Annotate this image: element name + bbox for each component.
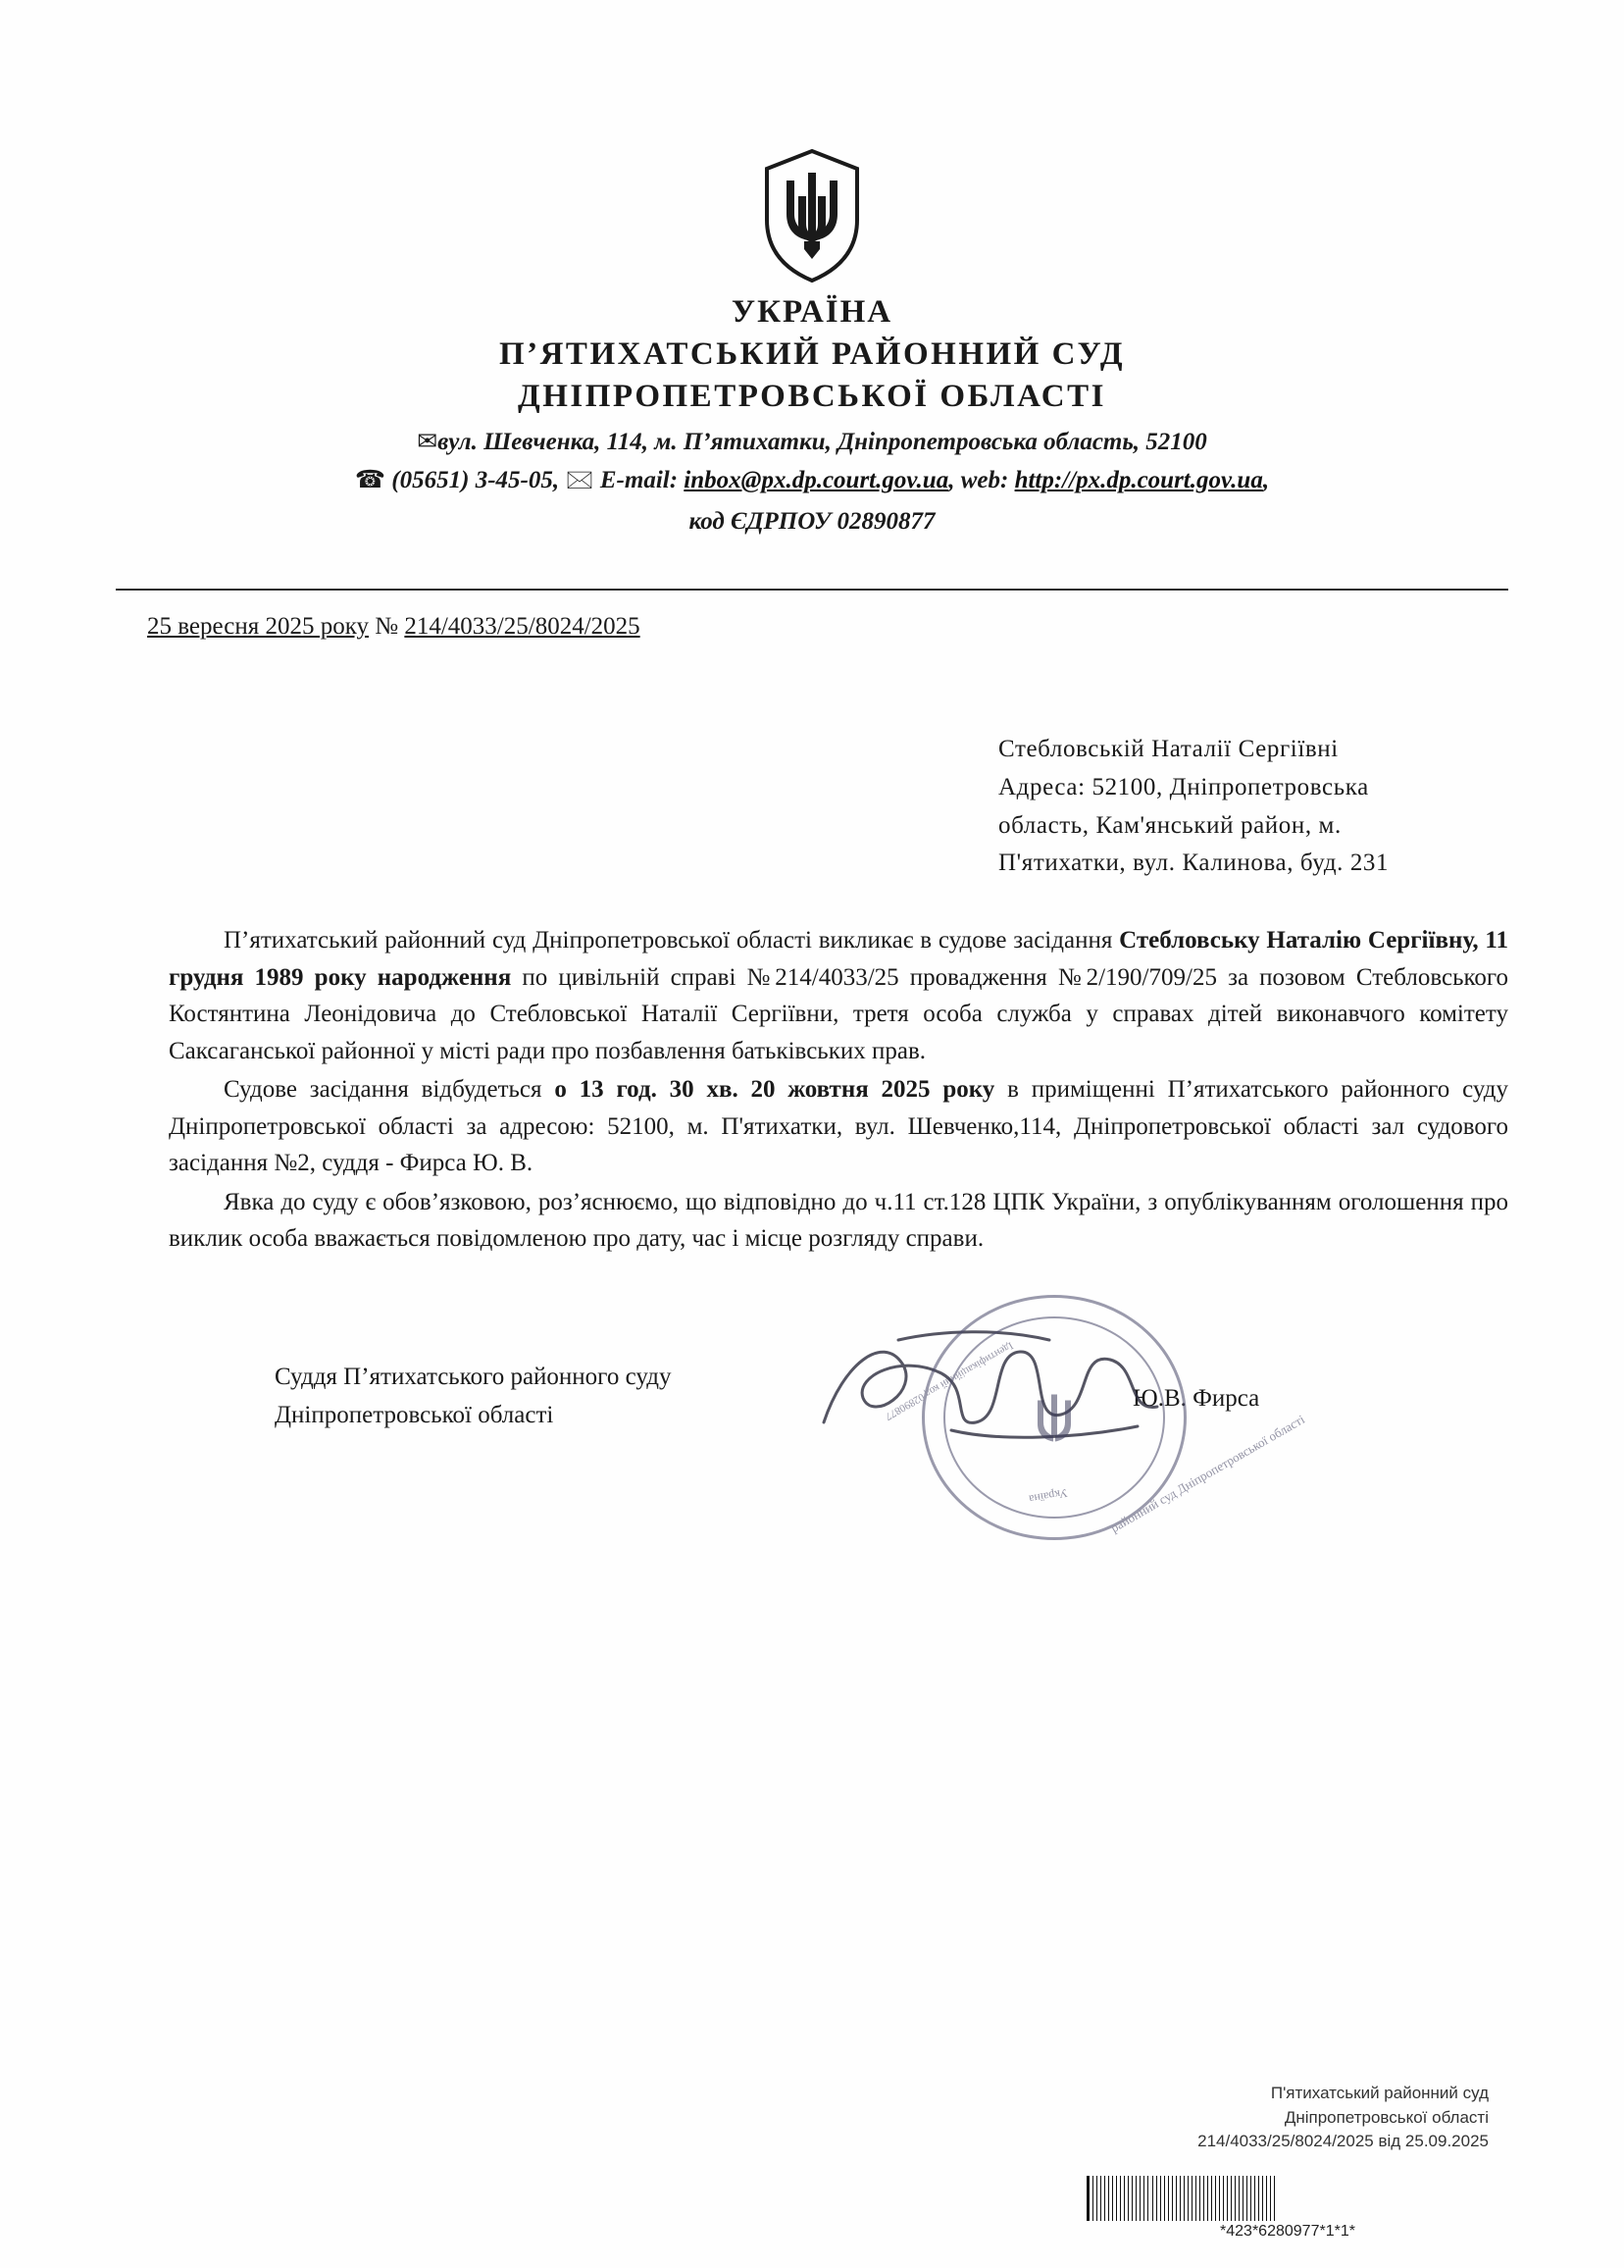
barcode <box>1087 2176 1489 2221</box>
court-phone: (05651) 3-45-05, <box>391 467 560 493</box>
p1-part3: по цивільній справі №214/4033/25 провадження №2/190/709/25 за позовом Стебловського Костянтина Леонідовича до Стебловської Наталії Сергіївни, третя особа служба у справах дітей виконавчого комітету Саксаганської районної у місті ради про позбавлення батьківських прав. <box>169 963 1508 1064</box>
p1-summoned-person: Стебловську Наталію Сергіївну, 11 грудня 1989 року народження <box>169 927 1508 991</box>
footer-court-line1: П'ятихатський районний суд <box>1270 2084 1489 2102</box>
addressee-address-line3: П'ятихатки, вул. Калинова, буд. 231 <box>998 850 1390 877</box>
body-paragraph-1 <box>169 922 1508 1069</box>
mail-icon: 🖂 <box>565 467 594 493</box>
stamp-outer-label: районний суд Дніпропетровської області <box>1107 1412 1307 1535</box>
header-divider <box>116 589 1508 591</box>
p2-part1: Судове засідання відбудеться <box>224 1076 555 1103</box>
stamp-country-label: Україна <box>1028 1485 1069 1507</box>
signature-title-line1: Суддя П’ятихатського районного суду <box>275 1364 672 1390</box>
body-paragraph-3: Явка до суду є обов’язковою, роз’яснюємо, що відповідно до ч.11 ст.128 ЦПК України, з опублікуванням оголошення про виклик особа вважається повідомленою про дату, час і місце розгляду справи. <box>169 1188 1508 1252</box>
document-number: 214/4033/25/8024/2025 <box>404 613 640 640</box>
addressee-address-line2: область, Кам'янський район, м. <box>998 811 1342 839</box>
addressee-name: Стебловській Наталії Сергіївні <box>998 736 1339 762</box>
court-header <box>0 294 1624 536</box>
footer-stamp-text <box>1197 2082 1489 2154</box>
signature-block <box>275 1359 671 1435</box>
envelope-icon: ✉ <box>417 429 438 455</box>
web-tail: , <box>1262 467 1270 493</box>
footer-court-line2: Дніпропетровської області <box>1284 2107 1489 2127</box>
barcode-text: *423*6280977*1*1* <box>1220 2223 1355 2240</box>
addressee-address-line1: Адреса: 52100, Дніпропетровська <box>998 773 1369 800</box>
court-address-line <box>0 427 1624 456</box>
email-label: E-mail: <box>599 467 679 493</box>
document-date: 25 вересня 2025 року <box>147 613 369 640</box>
stamp-inner-label: Ідентифікаційний код 02890877 <box>883 1339 1015 1422</box>
footer-docnumber: 214/4033/25/8024/2025 від 25.09.2025 <box>1197 2132 1489 2151</box>
p2-part3: в приміщенні П’ятихатського районного суду Дніпропетровської області за адресою: 52100, м. П'ятихатки, вул. Шевченко,114, Дніпропетровської області зал судового засідання №2, суддя - Фирса Ю. В. <box>169 1076 1508 1176</box>
p2-hearing-datetime: о 13 год. 30 хв. 20 жовтня 2025 року <box>554 1076 995 1103</box>
signature-name: Ю.В. Фирса <box>1133 1385 1260 1412</box>
stamp-country-text <box>922 1295 1187 1540</box>
phone-icon: ☎ <box>354 467 386 493</box>
document-body <box>169 922 1508 1260</box>
number-label: № <box>375 613 399 640</box>
court-name-line2: ДНІПРОПЕТРОВСЬКОЇ ОБЛАСТІ <box>518 379 1106 414</box>
web-label: , web: <box>948 467 1009 493</box>
court-name-line1: П’ЯТИХАТСЬКИЙ РАЙОННИЙ СУД <box>498 336 1126 372</box>
signature-title-line2: Дніпропетровської області <box>275 1401 554 1428</box>
country-title: УКРАЇНА <box>731 294 893 330</box>
body-paragraph-2 <box>169 1071 1508 1182</box>
edrpou-code: код ЄДРПОУ 02890877 <box>688 508 936 535</box>
email-link[interactable]: inbox@px.dp.court.gov.ua <box>684 467 949 493</box>
court-address: вул. Шевченка, 114, м. П’ятихатки, Дніпропетровська область, 52100 <box>437 429 1207 455</box>
court-contacts-line <box>0 461 1624 503</box>
document-number-line <box>147 613 640 641</box>
website-link[interactable]: http://px.dp.court.gov.ua <box>1014 467 1263 493</box>
p1-part1: П’ятихатський районний суд Дніпропетровської області викликає в судове засідання <box>224 927 1120 954</box>
ukraine-trident-emblem <box>0 147 1624 289</box>
addressee-block <box>998 731 1548 883</box>
